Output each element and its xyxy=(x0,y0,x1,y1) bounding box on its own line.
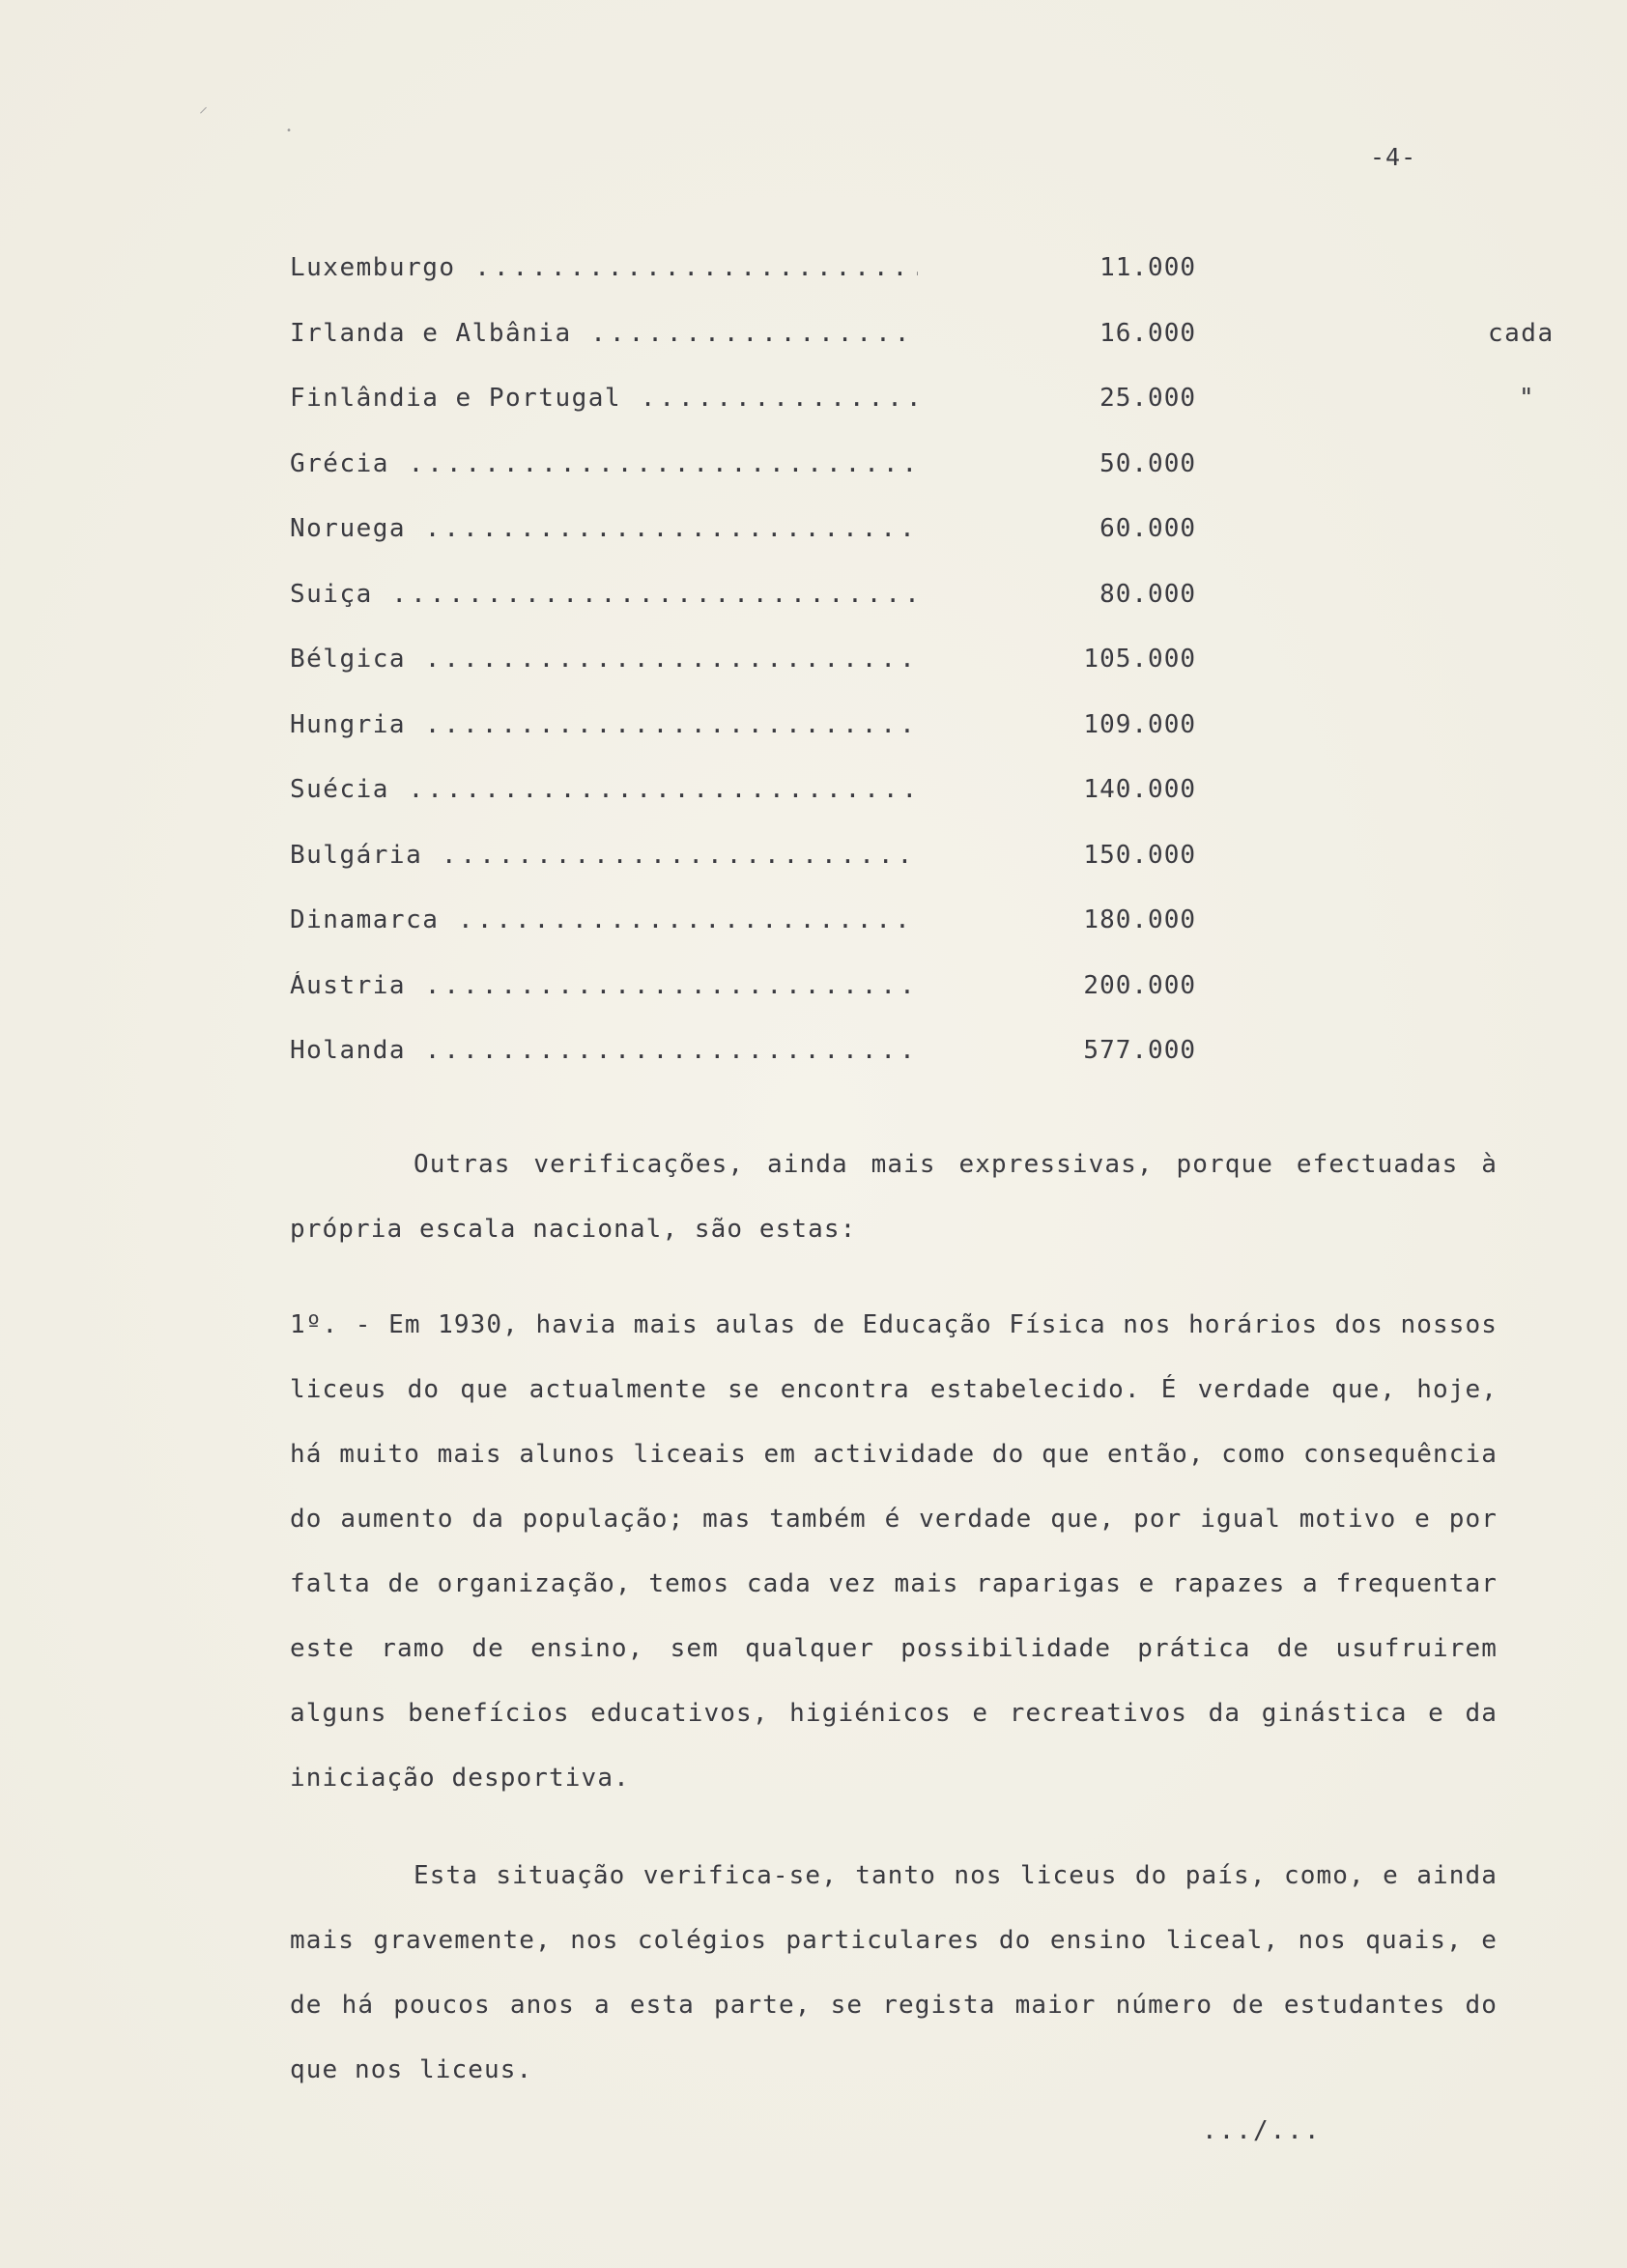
country-name: Grécia ..... xyxy=(290,449,918,478)
page-number: -4- xyxy=(1370,143,1417,171)
country-value: 60.000 xyxy=(1099,514,1196,543)
table-row xyxy=(290,645,1304,710)
paragraph-text: 1º. - Em 1930, havia mais aulas de Educação Física nos horários dos nossos liceus do que actualmente se encontra estabelecido. É verdade que, hoje, há muito mais alunos liceais em actividade do que então, como consequência do aumento da população; mas também é verdade que, por igual motivo e por falta de organização, temos cada vez mais raparigas e rapazes a frequentar este ramo de ensino, sem qualquer possibilidade prática de usufruirem alguns benefícios educativos, higiénicos e recreativos da ginástica e da iniciação desportiva. xyxy=(290,1310,1498,1793)
paragraph-other-verifications xyxy=(290,1133,1498,1262)
table-row xyxy=(290,253,1304,319)
continuation-mark: .../... xyxy=(1202,2116,1322,2145)
table-row xyxy=(290,514,1304,580)
table-row xyxy=(290,580,1304,646)
country-value: 150.000 xyxy=(1083,840,1196,870)
country-value: 16.000 xyxy=(1099,318,1196,348)
country-name: Finlândia e Portugal ..... xyxy=(290,384,918,413)
paragraph-situation xyxy=(290,1844,1498,2103)
country-value: 109.000 xyxy=(1083,709,1196,739)
table-row xyxy=(290,449,1304,515)
row-note: " xyxy=(1519,384,1536,413)
table-row xyxy=(290,775,1304,841)
country-value: 105.000 xyxy=(1083,645,1196,674)
row-note: cada xyxy=(1488,318,1555,348)
country-table xyxy=(290,253,1555,1102)
paragraph-point-one xyxy=(290,1293,1498,1811)
table-row xyxy=(290,905,1304,971)
table-row xyxy=(290,384,1536,449)
stray-mark: • xyxy=(286,126,293,136)
country-name: Hungria ..... xyxy=(290,710,918,739)
country-value: 11.000 xyxy=(1099,253,1196,282)
country-name: Holanda ..... xyxy=(290,1036,918,1065)
country-name: Noruega ..... xyxy=(290,514,918,543)
country-name: Irlanda e Albânia ..... xyxy=(290,319,918,348)
table-row xyxy=(290,710,1304,776)
paragraph-text: Outras verificações, ainda mais expressivas, porque efectuadas à própria escala nacional, são estas: xyxy=(290,1150,1498,1244)
country-value: 200.000 xyxy=(1083,970,1196,1000)
country-name: Luxemburgo ..... xyxy=(290,253,918,282)
country-name: Bélgica ..... xyxy=(290,645,918,674)
table-row xyxy=(290,318,1555,385)
paragraph-text: Esta situação verifica-se, tanto nos liceus do país, como, e ainda mais gravemente, nos colégios particulares do ensino liceal, nos quais, e de há poucos anos a esta parte, se regista maior número de estudantes do que nos liceus. xyxy=(290,1861,1498,2084)
country-name: Bulgária ..... xyxy=(290,841,918,870)
country-name: Áustria ..... xyxy=(290,971,918,1000)
table-row xyxy=(290,841,1304,906)
country-name: Suécia ..... xyxy=(290,775,918,804)
country-name: Dinamarca ..... xyxy=(290,905,918,934)
country-value: 180.000 xyxy=(1083,905,1196,934)
country-name: Suiça ..... xyxy=(290,580,918,609)
country-value: 577.000 xyxy=(1083,1036,1196,1065)
table-row xyxy=(290,1036,1304,1102)
stray-mark: ⸝ xyxy=(199,97,208,117)
country-value: 140.000 xyxy=(1083,775,1196,804)
country-value: 50.000 xyxy=(1099,448,1196,478)
country-value: 25.000 xyxy=(1099,384,1196,413)
table-row xyxy=(290,971,1304,1037)
country-value: 80.000 xyxy=(1099,579,1196,609)
